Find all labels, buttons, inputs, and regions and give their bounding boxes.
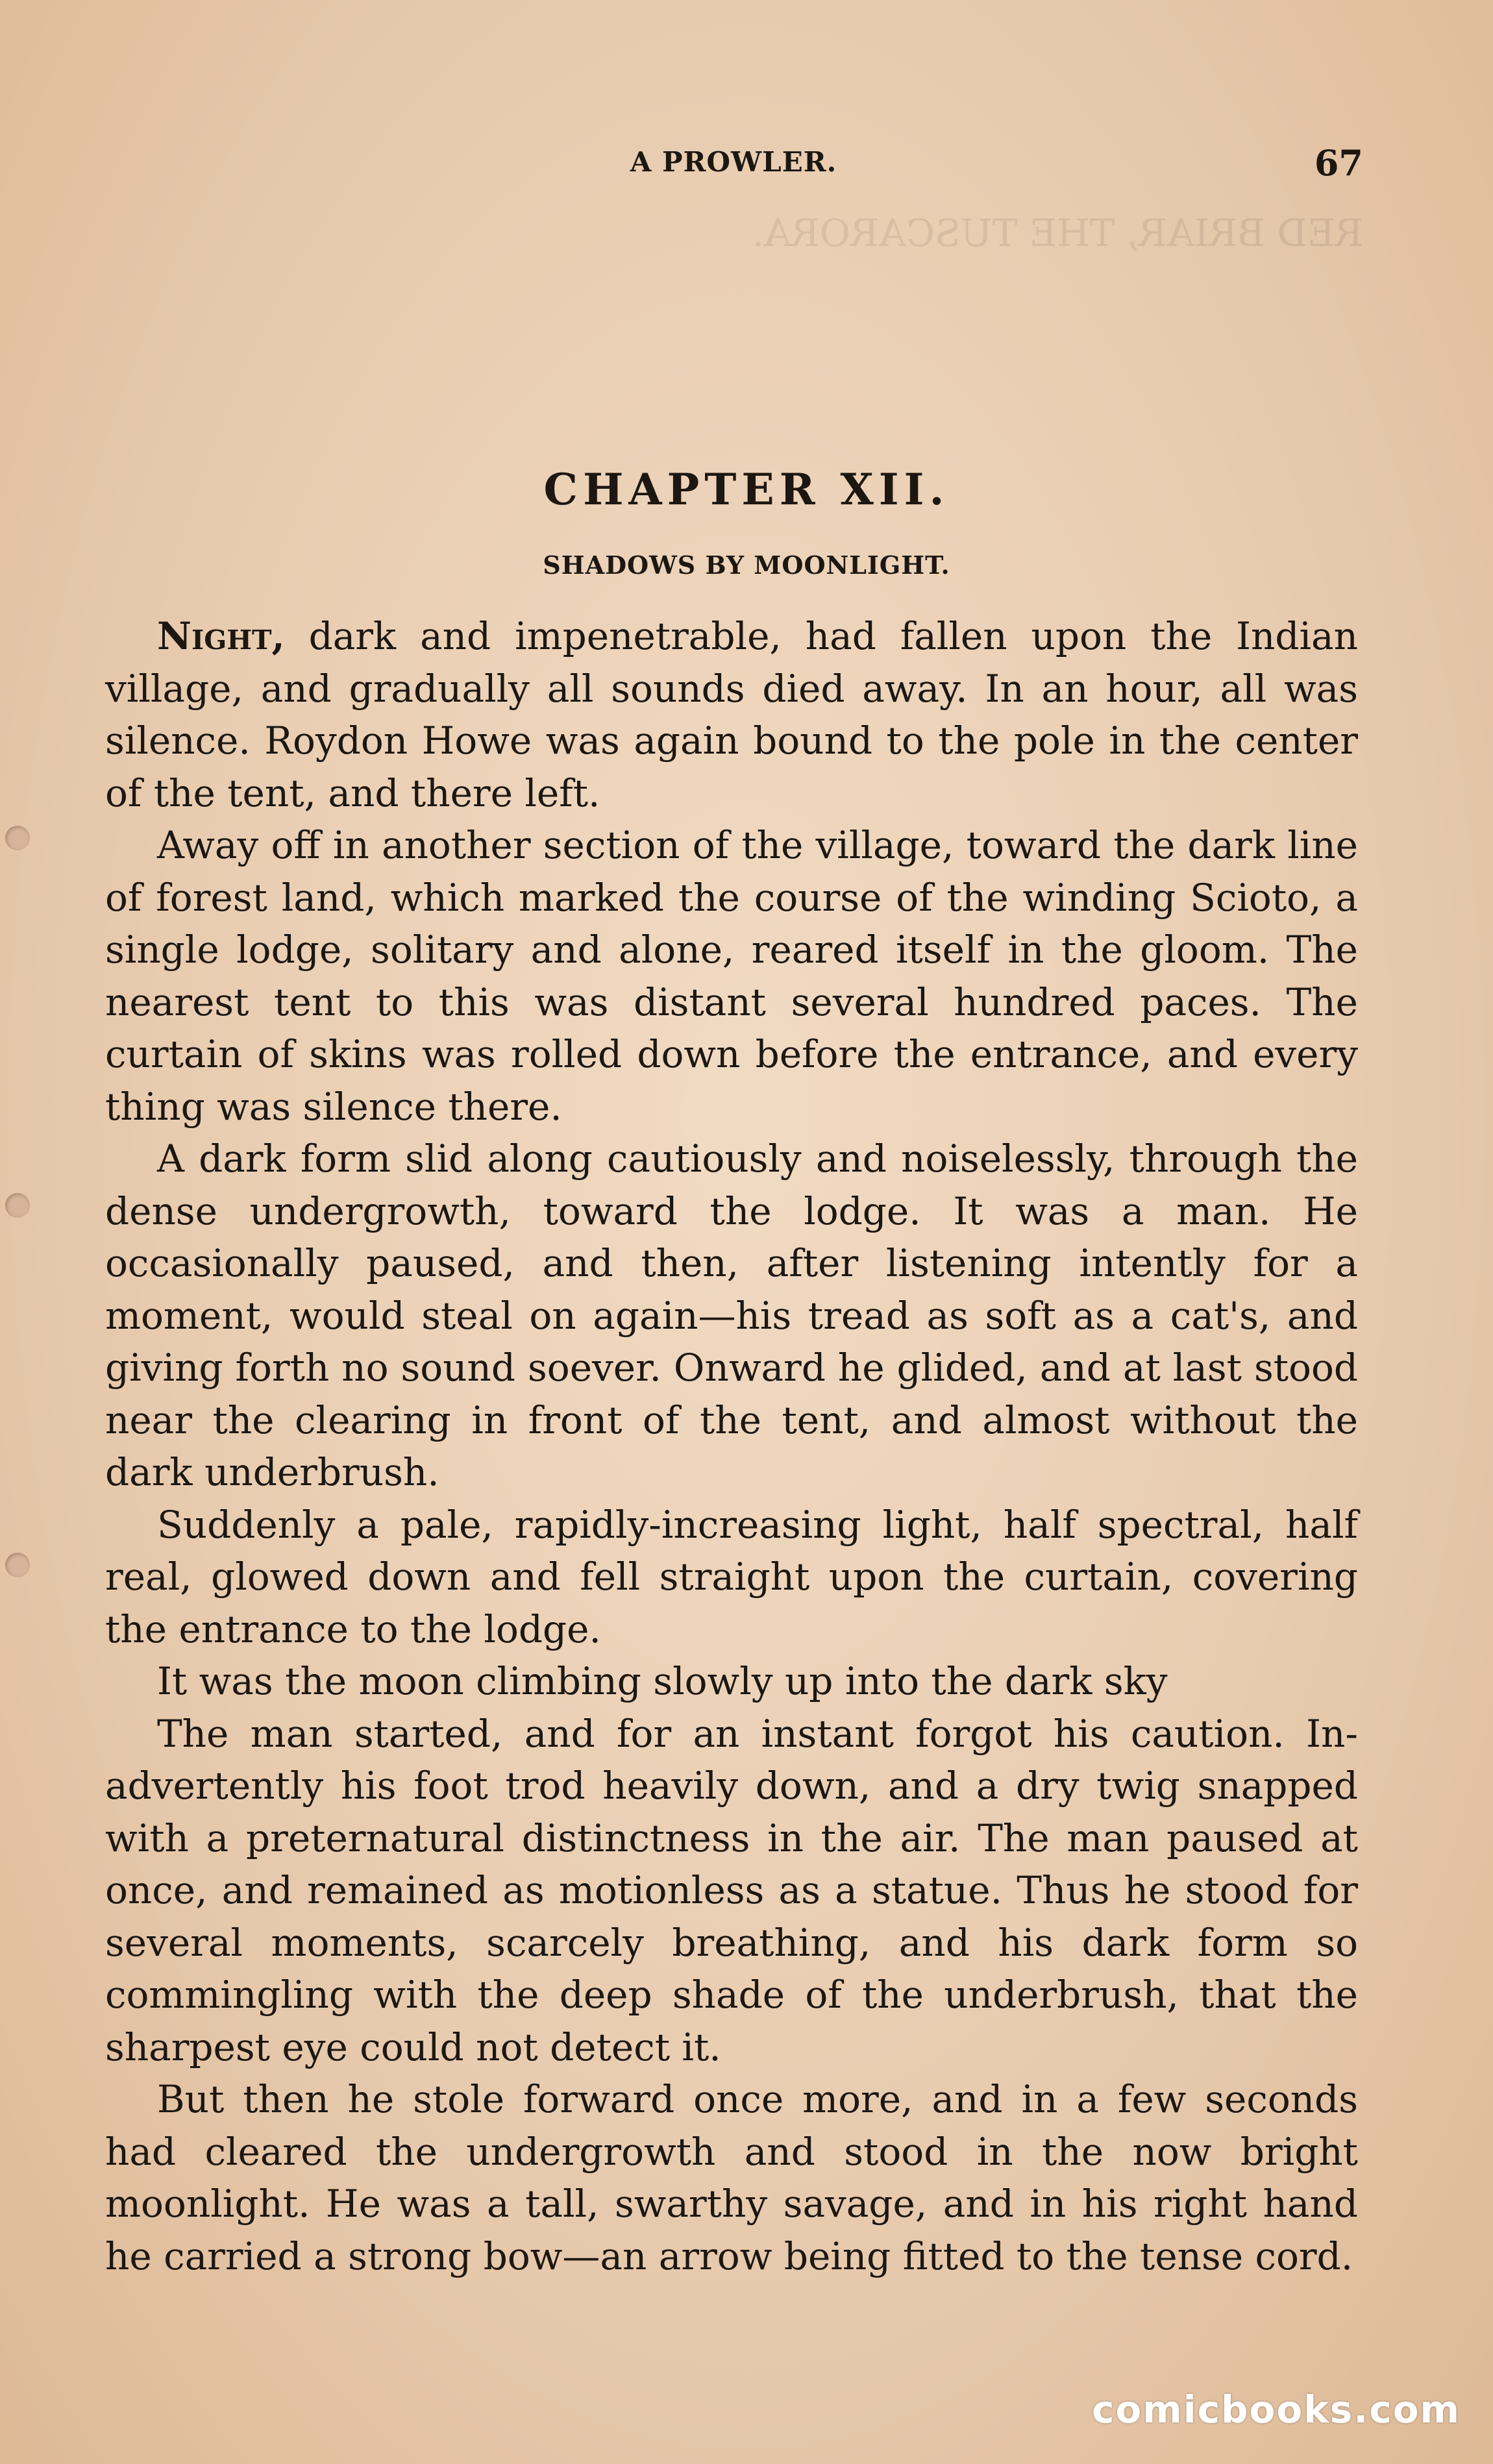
running-head: A PROWLER.	[630, 146, 837, 178]
binding-hole	[5, 826, 30, 850]
paragraph-text: Away off in another section of the village, toward the dark line of forest land, which marked the course of the winding Scioto, a single lodge, solitary and alone, reared itself in the gloom. The nearest tent to this was distant several hundred paces. The curtain of skins was rolled down before the entrance, and every thing was silence there.	[105, 823, 1358, 1129]
paragraph	[105, 819, 1358, 1133]
paragraph-text: Suddenly a pale, rapidly-increasing light, half spectral, half real, glowed down and fell straight upon the curtain, covering the entrance to the lodge.	[105, 1502, 1358, 1651]
paragraph	[105, 610, 1358, 819]
paragraph	[105, 1708, 1358, 2074]
paragraph-text: dark and impenetrable, had fallen upon the Indian village, and gradually all sounds died away. In an hour, all was silence. Roydon Howe was again bound to the pole in the center of the tent, and there left.	[105, 614, 1358, 815]
paragraph-text: But then he stole forward once more, and in a few seconds had cleared the undergrowth and stood in the now bright moonlight. He was a tall, swarthy savage, and in his right hand he carried a strong bow—an arrow being fitted to the tense cord.	[105, 2077, 1358, 2278]
binding-hole	[5, 1553, 30, 1577]
page-header	[104, 142, 1363, 198]
chapter-body	[105, 610, 1358, 2282]
page-number: 67	[1314, 142, 1363, 184]
paragraph-text: The man started, and for an instant forgot his caution. Inadvertently his foot trod heavily down, and a dry twig snapped with a preternatural distinctness in the air. The man paused at once, and remained as motionless as a statue. Thus he stood for several moments, scarcely breathing, and his dark form so commingling with the deep shade of the underbrush, that the sharpest eye could not detect it.	[105, 1711, 1358, 2069]
paragraph	[105, 1655, 1358, 1708]
chapter-subtitle: SHADOWS BY MOONLIGHT.	[543, 550, 950, 580]
paragraph	[105, 1133, 1358, 1499]
paragraph	[105, 1499, 1358, 1656]
paragraph	[105, 2073, 1358, 2282]
chapter-title: CHAPTER XII.	[543, 464, 950, 515]
paragraph-text: It was the moon climbing slowly up into the dark sky	[157, 1659, 1168, 1703]
show-through-text: RED BRIAR, THE TUSCARORA.	[752, 211, 1363, 255]
paragraph-text: A dark form slid along cautiously and noiselessly, through the dense undergrowth, toward the lodge. It was a man. He occasionally paused, and then, after listening intently for a moment, would steal on again—his tread as soft as a cat's, and giving forth no sound soever. Onward he glided, and at last stood near the clearing in front of the tent, and almost without the dark underbrush.	[105, 1137, 1358, 1494]
binding-hole	[5, 1193, 30, 1218]
site-watermark: comicbooks.com	[1092, 2387, 1461, 2432]
paragraph-lead-word: Night,	[157, 614, 285, 658]
